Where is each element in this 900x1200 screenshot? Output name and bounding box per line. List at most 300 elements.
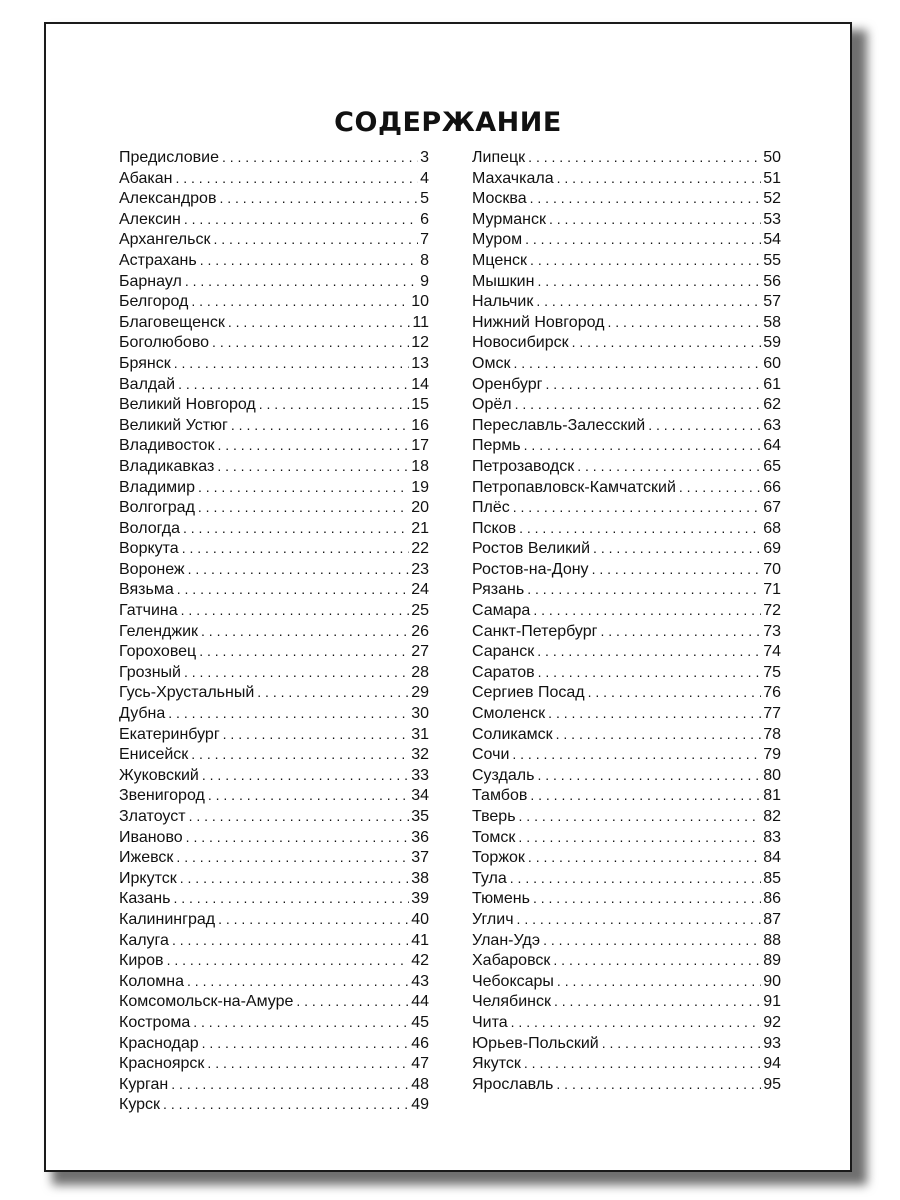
toc-entry-page-number: 87 [763,910,781,928]
dot-leader [222,147,418,168]
toc-entry [472,600,781,621]
toc-entry-page-number: 46 [411,1034,429,1052]
dot-leader [538,662,762,683]
toc-entry-page-number: 50 [763,149,781,166]
toc-entry-page-number: 92 [763,1013,781,1031]
dot-leader [257,682,409,703]
toc-entry [119,250,429,271]
toc-entry-page-number: 4 [420,169,429,187]
dot-leader [223,724,410,745]
toc-entry-page-number: 8 [420,251,429,269]
toc-entry-page-number: 22 [411,540,429,558]
toc-entry-page-number: 79 [763,746,781,764]
toc-entry-title: Петропавловск-Камчатский [472,478,676,496]
toc-entry [472,518,781,539]
dot-leader [543,930,761,951]
toc-entry-title: Екатеринбург [119,725,220,743]
toc-entry-page-number: 44 [411,993,429,1011]
dot-leader [530,188,762,209]
toc-entry-title: Омск [472,354,511,372]
toc-entry-title: Ростов Великий [472,540,591,558]
toc-entry [472,579,781,600]
toc-entry [472,991,781,1012]
toc-entry [472,353,781,374]
toc-entry-page-number: 74 [763,643,781,661]
toc-entry-page-number: 61 [763,375,781,393]
dot-leader [218,909,409,930]
dot-leader [188,559,410,580]
toc-entry-page-number: 59 [763,334,781,352]
toc-entry-page-number: 19 [411,478,429,496]
toc-entry-page-number: 43 [411,972,429,990]
dot-leader [588,682,762,703]
toc-entry-title: Чита [472,1013,508,1031]
dot-leader [519,806,762,827]
toc-entry [119,579,429,600]
toc-entry-page-number: 48 [411,1075,429,1093]
toc-entry [119,271,429,292]
dot-leader [217,456,409,477]
toc-entry [119,1094,429,1115]
toc-entry [119,950,429,971]
toc-entry-page-number: 91 [763,993,781,1011]
toc-entry [472,909,781,930]
toc-entry [119,229,429,250]
dot-leader [259,394,409,415]
toc-entry-page-number: 27 [411,643,429,661]
toc-entry [472,374,781,395]
document-page [44,22,852,1172]
toc-entry-page-number: 89 [763,952,781,970]
toc-entry [472,744,781,765]
toc-entry [472,724,781,745]
toc-left-column [119,147,429,1115]
toc-entry-title: Псков [472,519,517,537]
toc-entry-title: Хабаровск [472,952,551,970]
toc-entry-title: Рязань [472,581,525,599]
dot-leader [524,1053,761,1074]
toc-entry-title: Кострома [119,1013,191,1031]
toc-entry-page-number: 21 [411,519,429,537]
toc-entry [119,1033,429,1054]
toc-entry-page-number: 57 [763,293,781,311]
toc-entry [472,497,781,518]
dot-leader [528,847,761,868]
dot-leader [171,1074,409,1095]
toc-entry-title: Владимир [119,478,196,496]
toc-entry [119,435,429,456]
toc-entry-title: Комсомольск-на-Амуре [119,993,294,1011]
toc-entry-page-number: 66 [763,478,781,496]
toc-entry-title: Томск [472,828,516,846]
toc-entry-page-number: 24 [411,581,429,599]
toc-entry [119,1074,429,1095]
dot-leader [212,332,409,353]
toc-entry-page-number: 14 [411,375,429,393]
dot-leader [189,806,410,827]
dot-leader [191,291,409,312]
dot-leader [180,868,409,889]
toc-entry-page-number: 7 [420,231,429,249]
toc-entry [472,847,781,868]
toc-entry-title: Гусь-Хрустальный [119,684,255,702]
toc-entry-page-number: 62 [763,396,781,414]
toc-entry-title: Калининград [119,910,216,928]
dot-leader [213,229,418,250]
toc-entry-title: Переславль-Залесский [472,416,646,434]
toc-entry-title: Гатчина [119,602,178,620]
toc-entry-title: Махачкала [472,169,554,187]
toc-entry-title: Сочи [472,746,510,764]
toc-entry [472,827,781,848]
toc-entry [472,662,781,683]
toc-entry-page-number: 65 [763,457,781,475]
toc-entry-page-number: 72 [763,602,781,620]
dot-leader [513,353,761,374]
toc-entry-title: Грозный [119,663,181,681]
toc-entry-title: Новосибирск [472,334,569,352]
dot-leader [513,497,761,518]
toc-entry [119,188,429,209]
toc-entry-title: Липецк [472,149,526,166]
dot-leader [679,477,761,498]
toc-entry-page-number: 90 [763,972,781,990]
toc-entry-page-number: 56 [763,272,781,290]
toc-entry-page-number: 26 [411,622,429,640]
toc-entry [119,621,429,642]
toc-entry [119,456,429,477]
dot-leader [549,209,761,230]
toc-entry-page-number: 39 [411,890,429,908]
toc-entry-page-number: 71 [763,581,781,599]
toc-entry [472,271,781,292]
toc-entry [472,888,781,909]
toc-entry-page-number: 11 [412,313,429,331]
toc-entry-title: Звенигород [119,787,205,805]
toc-entry-page-number: 38 [411,869,429,887]
toc-entry-page-number: 95 [763,1075,781,1093]
dot-leader [184,209,418,230]
toc-entry [119,806,429,827]
toc-entry-page-number: 75 [763,663,781,681]
page-title: СОДЕРЖАНИЕ [334,107,562,138]
toc-entry-title: Краснодар [119,1034,199,1052]
toc-entry-page-number: 68 [763,519,781,537]
toc-entry-page-number: 29 [411,684,429,702]
dot-leader [537,765,761,786]
dot-leader [163,1094,409,1115]
toc-entry-page-number: 55 [763,251,781,269]
dot-leader [600,621,761,642]
dot-leader [173,888,409,909]
toc-entry [119,415,429,436]
toc-entry [119,888,429,909]
dot-leader [185,271,418,292]
toc-entry-page-number: 64 [763,437,781,455]
dot-leader [533,888,761,909]
dot-leader [556,724,762,745]
toc-entry-page-number: 5 [420,190,429,208]
toc-entry [472,682,781,703]
toc-entry-title: Волгоград [119,499,195,517]
toc-entry [119,168,429,189]
toc-entry [472,559,781,580]
toc-entry-page-number: 60 [763,354,781,372]
toc-entry [119,662,429,683]
toc-entry [472,868,781,889]
toc-entry-title: Сергиев Посад [472,684,585,702]
toc-entry-title: Саранск [472,643,535,661]
toc-entry-title: Челябинск [472,993,551,1011]
dot-leader [537,271,761,292]
toc-entry-page-number: 84 [763,849,781,867]
toc-entry-title: Предисловие [119,149,219,166]
dot-leader [557,971,761,992]
toc-entry-title: Алексин [119,210,181,228]
dot-leader [512,744,761,765]
toc-entry-page-number: 82 [763,808,781,825]
toc-entry-page-number: 3 [420,149,429,166]
toc-entry-title: Мышкин [472,272,535,290]
toc-entry-page-number: 13 [411,354,429,372]
toc-entry-title: Боголюбово [119,334,210,352]
toc-entry-page-number: 42 [411,952,429,970]
toc-entry-page-number: 76 [763,684,781,702]
toc-entry [119,477,429,498]
toc-entry [472,765,781,786]
toc-entry [119,744,429,765]
toc-entry-title: Киров [119,952,164,970]
toc-entry-title: Енисейск [119,746,189,764]
dot-leader [193,1012,409,1033]
toc-entry [472,415,781,436]
toc-entry [472,291,781,312]
toc-entry [119,1012,429,1033]
toc-entry-title: Владивосток [119,437,215,455]
toc-entry-page-number: 6 [420,210,429,228]
toc-entry-title: Благовещенск [119,313,225,331]
toc-entry [119,538,429,559]
toc-entry [119,312,429,333]
toc-entry-page-number: 17 [411,437,429,455]
dot-leader [207,1053,409,1074]
toc-entry-page-number: 31 [411,725,429,743]
dot-leader [554,991,761,1012]
dot-leader [517,909,762,930]
dot-leader [202,765,409,786]
dot-leader [184,662,409,683]
toc-entry-page-number: 58 [763,313,781,331]
toc-entry [119,559,429,580]
toc-entry-title: Юрьев-Польский [472,1034,599,1052]
toc-entry-title: Саратов [472,663,535,681]
toc-entry-page-number: 41 [411,931,429,949]
dot-leader [191,744,409,765]
toc-entry-page-number: 45 [411,1013,429,1031]
toc-entry-title: Гороховец [119,643,197,661]
toc-entry [472,1033,781,1054]
dot-leader [537,641,761,662]
dot-leader [515,394,762,415]
toc-entry-title: Иваново [119,828,183,846]
toc-entry [119,971,429,992]
toc-entry-page-number: 63 [763,416,781,434]
toc-entry-title: Тамбов [472,787,528,805]
toc-entry-page-number: 86 [763,890,781,908]
toc-entry-title: Якутск [472,1055,521,1073]
dot-leader [528,147,761,168]
toc-entry-title: Петрозаводск [472,457,575,475]
dot-leader [172,930,409,951]
toc-entry [472,332,781,353]
dot-leader [518,827,761,848]
toc-entry-title: Самара [472,602,531,620]
toc-entry [119,785,429,806]
toc-entry-page-number: 88 [763,931,781,949]
dot-leader [228,312,411,333]
toc-entry-title: Великий Устюг [119,416,228,434]
dot-leader [175,168,418,189]
toc-entry [119,641,429,662]
toc-entry-title: Суздаль [472,766,535,784]
toc-entry [472,394,781,415]
toc-entry [472,477,781,498]
toc-entry-title: Курск [119,1096,161,1114]
toc-entry-page-number: 33 [411,766,429,784]
toc-entry [119,868,429,889]
dot-leader [199,641,409,662]
dot-leader [198,477,409,498]
toc-entry-title: Великий Новгород [119,396,256,414]
dot-leader [201,621,409,642]
toc-entry-page-number: 52 [763,190,781,208]
dot-leader [178,374,409,395]
toc-entry-page-number: 35 [411,808,429,825]
dot-leader [593,538,761,559]
toc-entry [119,518,429,539]
toc-entry [472,641,781,662]
toc-entry-title: Ростов-на-Дону [472,560,589,578]
toc-entry [472,168,781,189]
toc-entry-title: Александров [119,190,217,208]
toc-entry-title: Калуга [119,931,169,949]
toc-entry [119,930,429,951]
toc-entry [119,991,429,1012]
toc-entry [472,1012,781,1033]
dot-leader [530,785,761,806]
toc-entry [119,497,429,518]
toc-entry-title: Барнаул [119,272,182,290]
toc-entry-page-number: 9 [420,272,429,290]
toc-entry-page-number: 34 [411,787,429,805]
toc-entry-page-number: 78 [763,725,781,743]
toc-entry-page-number: 28 [411,663,429,681]
toc-entry-page-number: 73 [763,622,781,640]
dot-leader [231,415,409,436]
toc-entry-title: Чебоксары [472,972,554,990]
toc-entry [472,435,781,456]
toc-entry-page-number: 12 [411,334,429,352]
toc-entry-page-number: 18 [411,457,429,475]
toc-entry-page-number: 15 [411,396,429,414]
toc-entry-title: Иркутск [119,869,177,887]
toc-entry-title: Курган [119,1075,169,1093]
toc-entry-page-number: 32 [411,746,429,764]
toc-entry [119,291,429,312]
toc-entry-page-number: 49 [411,1096,429,1114]
toc-entry-page-number: 37 [411,849,429,867]
toc-entry [472,785,781,806]
toc-entry [472,950,781,971]
dot-leader [168,703,409,724]
toc-entry [472,250,781,271]
dot-leader [648,415,761,436]
dot-leader [219,188,418,209]
dot-leader [186,827,410,848]
toc-entry-title: Тула [472,869,507,887]
toc-entry-title: Мурманск [472,210,546,228]
dot-leader [530,250,761,271]
dot-leader [545,374,761,395]
toc-entry [119,209,429,230]
toc-entry-title: Ижевск [119,849,174,867]
toc-entry-title: Красноярск [119,1055,205,1073]
toc-entry-page-number: 70 [763,560,781,578]
toc-entry [472,229,781,250]
toc-entry-title: Дубна [119,705,166,723]
toc-entry-title: Нальчик [472,293,534,311]
dot-leader [557,168,762,189]
dot-leader [556,1074,761,1095]
toc-entry [472,147,781,168]
toc-entry-page-number: 85 [763,869,781,887]
dot-leader [536,291,761,312]
toc-entry [472,621,781,642]
dot-leader [177,579,409,600]
toc-entry-title: Жуковский [119,766,199,784]
toc-entry [119,765,429,786]
toc-entry-page-number: 23 [411,560,429,578]
toc-entry [472,703,781,724]
toc-entry-title: Соликамск [472,725,553,743]
toc-entry-title: Воронеж [119,560,185,578]
dot-leader [572,332,762,353]
dot-leader [217,435,409,456]
toc-entry [472,456,781,477]
toc-entry-title: Архангельск [119,231,211,249]
toc-entry-title: Муром [472,231,523,249]
toc-entry-title: Пермь [472,437,521,455]
dot-leader [510,868,761,889]
dot-leader [167,950,410,971]
toc-entry [119,353,429,374]
toc-entry-title: Тюмень [472,890,530,908]
toc-entry-page-number: 40 [411,910,429,928]
toc-entry [472,971,781,992]
dot-leader [198,497,409,518]
toc-entry-page-number: 94 [763,1055,781,1073]
toc-entry [119,394,429,415]
toc-entry-page-number: 67 [763,499,781,517]
toc-entry-page-number: 53 [763,210,781,228]
toc-entry-page-number: 77 [763,705,781,723]
dot-leader [174,353,409,374]
dot-leader [519,518,761,539]
toc-entry-title: Орёл [472,396,512,414]
toc-entry [119,1053,429,1074]
toc-entry-title: Оренбург [472,375,543,393]
toc-entry-title: Торжок [472,849,525,867]
